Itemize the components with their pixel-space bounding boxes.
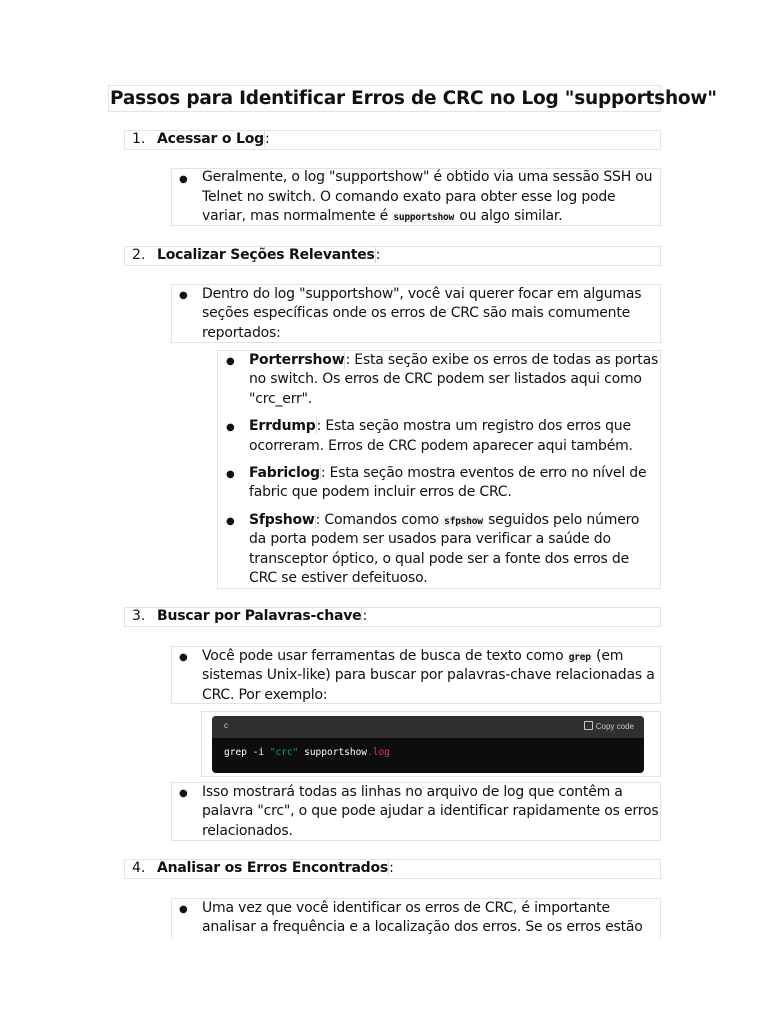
- step-3-bullet-2-line-1: Isso mostrará todas as linhas no arquivo de log que contêm a: [202, 784, 623, 800]
- code-line: grep -i "crc" supportshow.log: [224, 747, 390, 758]
- step-1-heading: Acessar o Log:: [157, 131, 270, 147]
- step-4-bullet-line-1: Uma vez que você identificar os erros de CRC, é importante: [202, 900, 610, 916]
- bullet-icon: ●: [226, 469, 235, 480]
- subitem-sfpshow-line-2: da porta podem ser usados para verificar a saúde do: [249, 531, 611, 547]
- step-2-bullet-line-2: seções específicas onde os erros de CRC são mais comumente: [202, 305, 631, 321]
- bullet-icon: ●: [226, 516, 235, 527]
- step-4-bullet-line-2: analisar a frequência e a localização dos erros. Se os erros estão: [202, 919, 643, 935]
- inline-code: sfpshow: [444, 516, 483, 527]
- step-2-bullet-line-1: Dentro do log "supportshow", você vai querer focar em algumas: [202, 286, 642, 302]
- step-3-bullet-line-2: sistemas Unix-like) para buscar por palavras-chave relacionadas a: [202, 667, 655, 683]
- step-4-number: 4.: [132, 860, 146, 876]
- step-2-bullet-line-3: reportados:: [202, 325, 281, 341]
- step-3-number: 3.: [132, 608, 146, 624]
- code-language-label: c: [224, 721, 228, 730]
- subitem-sfpshow-line-3: transceptor óptico, o qual pode ser a fonte dos erros de: [249, 551, 629, 567]
- subitem-fabriclog-line-1: Fabriclog: Esta seção mostra eventos de erro no nível de: [249, 465, 647, 481]
- step-1-bullet-line-1: Geralmente, o log "supportshow" é obtido via uma sessão SSH ou: [202, 169, 653, 185]
- code-block: [212, 716, 644, 773]
- page-title: Passos para Identificar Erros de CRC no Log "supportshow": [110, 88, 717, 109]
- bullet-icon: ●: [226, 422, 235, 433]
- subitem-errdump-line-1: Errdump: Esta seção mostra um registro dos erros que: [249, 418, 631, 434]
- step-3-bullet-line-1: Você pode usar ferramentas de busca de texto como grep (em: [202, 648, 624, 664]
- bullet-icon: ●: [179, 904, 188, 915]
- subitem-porterrshow-line-3: "crc_err".: [249, 391, 313, 407]
- bullet-icon: ●: [179, 174, 188, 185]
- step-3-heading: Buscar por Palavras-chave:: [157, 608, 367, 624]
- step-4-heading: Analisar os Erros Encontrados:: [157, 860, 394, 876]
- step-3-bullet-line-3: CRC. Por exemplo:: [202, 687, 328, 703]
- step-3-bullet-2-line-3: relacionados.: [202, 823, 293, 839]
- inline-code: grep: [568, 652, 591, 663]
- step-2-number: 2.: [132, 247, 146, 263]
- bullet-icon: ●: [179, 788, 188, 799]
- bullet-icon: ●: [179, 652, 188, 663]
- subitem-sfpshow-line-1: Sfpshow: Comandos como sfpshow seguidos pelo número: [249, 512, 640, 528]
- step-1-bullet-line-3: variar, mas normalmente é supportshow ou algo similar.: [202, 208, 563, 224]
- step-3-bullet-2-line-2: palavra "crc", o que pode ajudar a identificar rapidamente os erros: [202, 803, 659, 819]
- step-1-bullet-line-2: Telnet no switch. O comando exato para obter esse log pode: [202, 189, 616, 205]
- inline-code: supportshow: [393, 212, 455, 223]
- step-2-heading: Localizar Seções Relevantes:: [157, 247, 381, 263]
- bullet-icon: ●: [226, 356, 235, 367]
- subitem-porterrshow-line-2: no switch. Os erros de CRC podem ser listados aqui como: [249, 371, 642, 387]
- subitem-porterrshow-line-1: Porterrshow: Esta seção exibe os erros de todas as portas: [249, 352, 659, 368]
- bullet-icon: ●: [179, 290, 188, 301]
- copy-icon: [584, 721, 593, 730]
- subitem-fabriclog-line-2: fabric que podem incluir erros de CRC.: [249, 484, 512, 500]
- subitem-errdump-line-2: ocorreram. Erros de CRC podem aparecer aqui também.: [249, 438, 633, 454]
- code-block-header: [212, 716, 644, 738]
- copy-code-button[interactable]: Copy code: [584, 721, 634, 731]
- step-1-number: 1.: [132, 131, 146, 147]
- subitem-sfpshow-line-4: CRC se estiver defeituoso.: [249, 570, 428, 586]
